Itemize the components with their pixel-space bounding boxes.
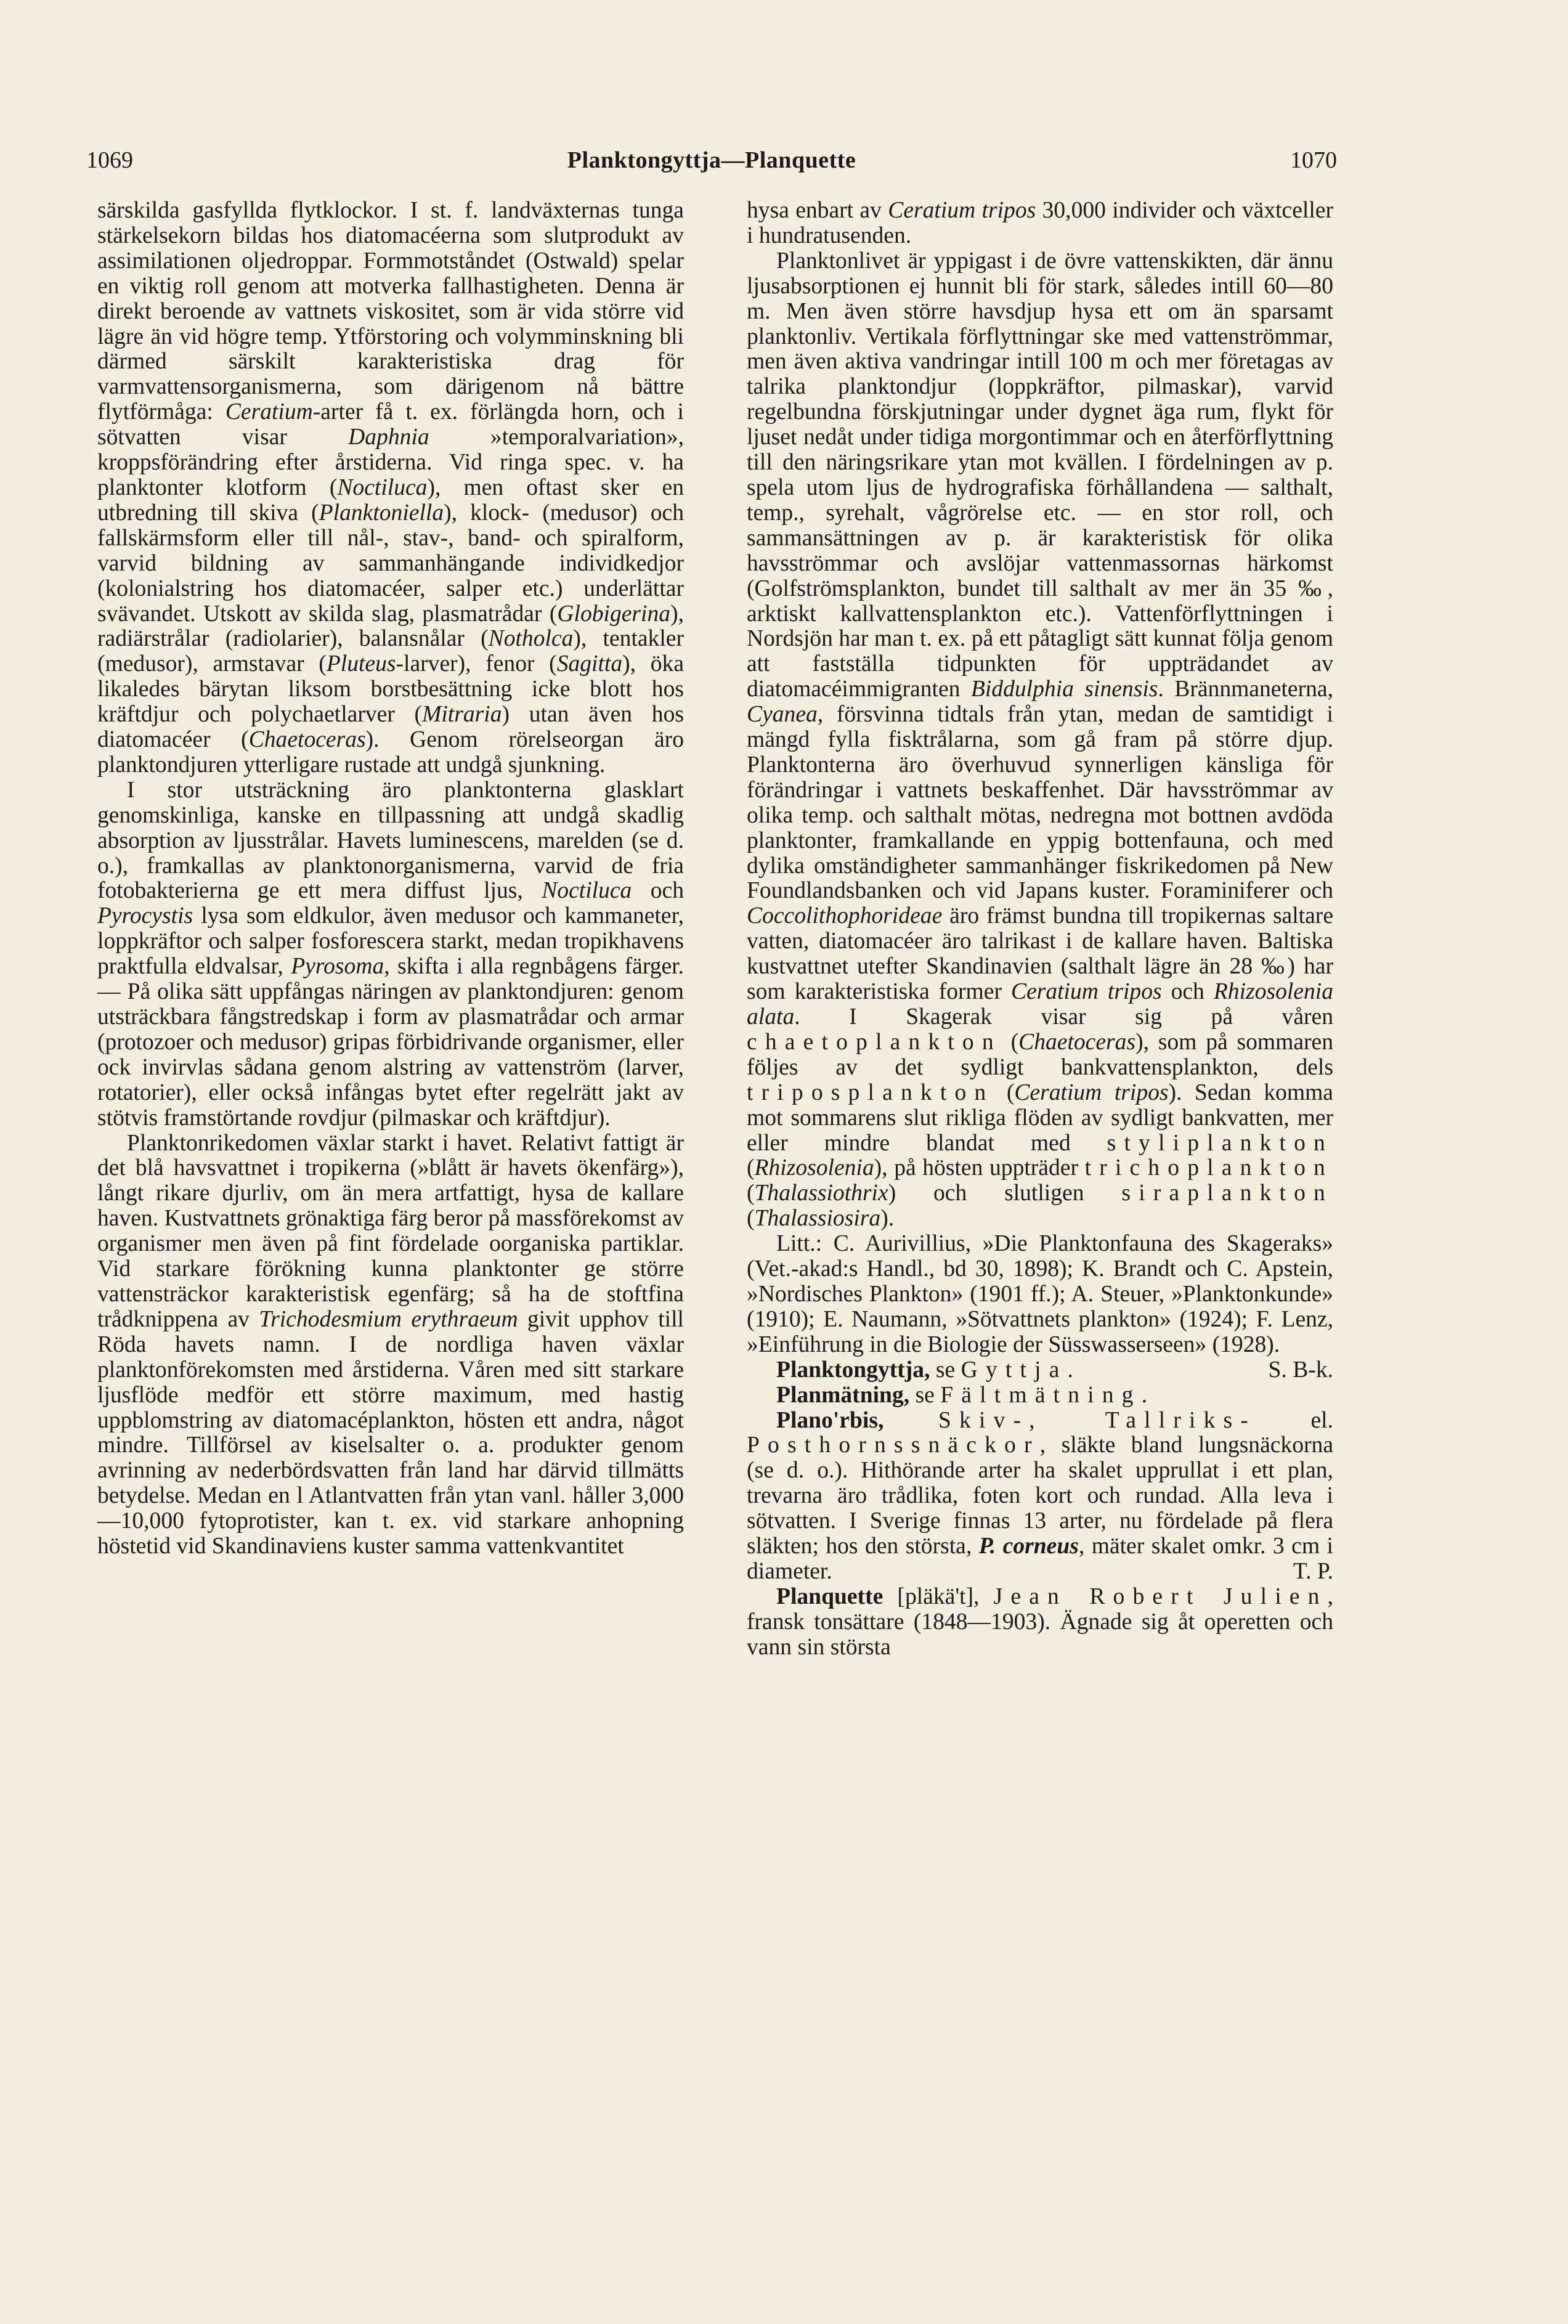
entry-planmatning: Planmätning, se Fältmätning. xyxy=(776,1382,1148,1408)
right-column xyxy=(747,198,1333,1660)
paragraph: Planktonrikedomen växlar starkt i havet. Relativt fattigt är det blå havsvattnet i tropikerna (»blått är havets ökenfärg»), långt rikare djurliv, om än mera artfattigt, hysa de kallare haven. Kustvattnets grönaktiga färg beror på massförekomst av organismer men även på fint fördelade oorganiska partiklar. Vid starkare förökning kunna planktonter ge större vattensträckor karakteristisk egenfärg; så ha de stoftfina trådknippena av Trichodesmium erythraeum givit upphov till Röda havets namn. I de nordliga haven växlar planktonförekomsten med årstiderna. Våren med sitt starkare ljusflöde medför ett större maximum, med hastig uppblomstring av diatomacéplankton, hösten ett andra, något mindre. Tillförsel av kiselsalter o. a. produkter genom avrinning av nederbördsvatten från land har därvid tillmätts betydelse. Medan en l Atlantvatten från ytan vanl. håller 3,000—10,000 fytoprotister, kan t. ex. vid starkare anhopning höstetid vid Skandinaviens kuster samma vattenkvantitet xyxy=(97,1130,684,1559)
paragraph: särskilda gasfyllda flytklockor. I st. f. landväxternas tunga stärkelsekorn bildas hos diatomacéerna som slutprodukt av assimilationen oljedroppar. Formmotståndet (Ostwald) spelar en viktig roll genom att motverka fallhastigheten. Denna är direkt beroende av vattnets viskositet, som är vida större vid lägre än vid högre temp. Ytförstoring och volymminskning bli därmed särskilt karakteristiska drag för varmvattensorganismerna, som därigenom nå bättre flytförmåga: Ceratium-arter få t. ex. förlängda horn, och i sötvatten visar Daphnia »temporalvariation», kroppsförändring efter årstiderna. Vid ringa spec. v. ha planktonter klotform (Noctiluca), men oftast sker en utbredning till skiva (Planktoniella), klock- (medusor) och fallskärmsform eller till nål-, stav-, band- och spiralform, varvid bildning av sammanhängande individkedjor (kolonialstring hos diatomacéer, salper etc.) underlättar svävandet. Utskott av skilda slag, plasmatrådar (Globigerina), radiärstrålar (radiolarier), balansnålar (Notholca), tentakler (medusor), armstavar (Pluteus-larver), fenor (Sagitta), öka likaledes bärytan liksom borstbesättning icke blott hos kräftdjur och polychaetlarver (Mitraria) utan även hos diatomacéer (Chaetoceras). Genom rörelseorgan äro planktondjuren ytterligare rustade att undgå sjunkning. xyxy=(97,198,684,778)
paragraph: hysa enbart av Ceratium tripos 30,000 individer och växtceller i hundratusenden. xyxy=(747,198,1333,248)
left-column xyxy=(97,198,684,1559)
bibliography: Litt.: C. Aurivillius, »Die Planktonfauna des Skageraks» (Vet.-akad:s Handl., bd 30, 1898); K. Brandt och C. Apstein, »Nordisches Plankton» (1901 ff.); A. Steuer, »Planktonkunde» (1910); E. Naumann, »Sötvattnets plankton» (1924); F. Lenz, »Einführung in die Biologie der Süsswasserseen» (1928). S. B-k. xyxy=(747,1231,1333,1383)
author-signature: S. B-k. xyxy=(1268,1357,1333,1383)
entry-planktongyttja: Planktongyttja, se Gyttja. xyxy=(776,1357,1073,1383)
page-number-left: 1069 xyxy=(86,147,133,173)
page-number-right: 1070 xyxy=(1290,147,1337,173)
entry-planorbis: Plano'rbis, Skiv-, Tallriks- el. Posthornssnäckor, släkte bland lungsnäckorna (se d. o.). Hithörande arter ha skalet upprullat i ett plan, trevarna äro trådlika, foten kort och rundad. Alla leva i sötvatten. I Sverige finnas 13 arter, nu fördelade på flera släkten; hos den största, P. corneus, mäter skalet omkr. 3 cm i diameter. T. P. xyxy=(747,1407,1333,1584)
paragraph: I stor utsträckning äro planktonterna glasklart genomskinliga, kanske en tillpassning att undgå skadlig absorption av ljusstrålar. Havets luminescens, marelden (se d. o.), framkallas av planktonorganismerna, varvid de fria fotobakterierna ge ett mera diffust ljus, Noctiluca och Pyrocystis lysa som eldkulor, även medusor och kammaneter, loppkräftor och salper fosforescera starkt, medan tropikhavens praktfulla eldvalsar, Pyrosoma, skifta i alla regnbågens färger. — På olika sätt uppfångas näringen av planktondjuren: genom utsträckbara fångstredskap i form av plasmatrådar och armar (protozoer och medusor) gripas förbidrivande organismer, eller ock invirvlas sådana genom alstring av vattenström (larver, rotatorier), eller också infångas bytet efter regelrätt jakt av stötvis framstörtande rovdjur (pilmaskar och kräftdjur). xyxy=(97,777,684,1131)
paragraph: Planktonlivet är yppigast i de övre vattenskikten, där ännu ljusabsorptionen ej hunnit bli för stark, således intill 60—80 m. Men även större havsdjup hysa ett om än sparsamt planktonliv. Vertikala förflyttningar ske med vattenströmmar, men även aktiva vandringar intill 100 m och mer företagas av talrika planktondjur (loppkräftor, pilmaskar), varvid regelbundna förskjutningar under dygnet äga rum, flykt för ljuset nedåt under tidiga morgontimmar och en återförflyttning till den näringsrikare ytan mot kvällen. I fördelningen av p. spela utom ljus de hydrografiska förhållandena — salthalt, temp., syrehalt, vågrörelse etc. — en stor roll, och sammansättningen av p. är karakteristisk för olika havsströmmar och avslöjar vattenmassornas härkomst (Golfströmsplankton, bundet till salthalt av mer än 35 ‰, arktiskt kallvattensplankton etc.). Vattenförflyttningen i Nordsjön har man t. ex. på ett påtagligt sätt kunnat följa genom att fastställa tidpunkten för uppträdandet av diatomacéimmigranten Biddulphia sinensis. Brännmaneterna, Cyanea, försvinna tidtals från ytan, medan de samtidigt i mängd fylla fisktrålarna, som gå fram på större djup. Planktonterna äro överhuvud synnerligen känsliga för förändringar i vattnets beskaffenhet. Där havsströmmar av olika temp. och salthalt mötas, nedregna mot bottnen avdöda planktonter, framkallande en yppig bottenfauna, och med dylika omständigheter sammanhänger fiskrikedomen på New Foundlandsbanken och vid Japans kuster. Foraminiferer och Coccolithophorideae äro främst bundna till tropikernas saltare vatten, diatomacéer äro talrikast i de kallare haven. Baltiska kustvattnet utefter Skandinavien (salthalt lägre än 28 ‰) har som karakteristiska former Ceratium tripos och Rhizosolenia alata. I Skagerak visar sig på våren chaetoplankton (Chaetoceras), som på sommaren följes av det sydligt bankvattensplankton, dels triposplankton (Ceratium tripos). Sedan komma mot sommarens slut rikliga flöden av sydligt bankvatten, mer eller mindre blandat med styliplankton (Rhizosolenia), på hösten uppträder trichoplankton (Thalassiothrix) och slutligen siraplankton (Thalassiosira). xyxy=(747,248,1333,1232)
running-title: Planktongyttja—Planquette xyxy=(567,147,856,173)
running-header xyxy=(86,147,1337,184)
author-signature: T. P. xyxy=(1293,1558,1333,1584)
entry-planquette: Planquette [pläkä't], Jean Robert Julien, fransk tonsättare (1848—1903). Ägnade sig åt operetten och vann sin största xyxy=(747,1583,1333,1660)
